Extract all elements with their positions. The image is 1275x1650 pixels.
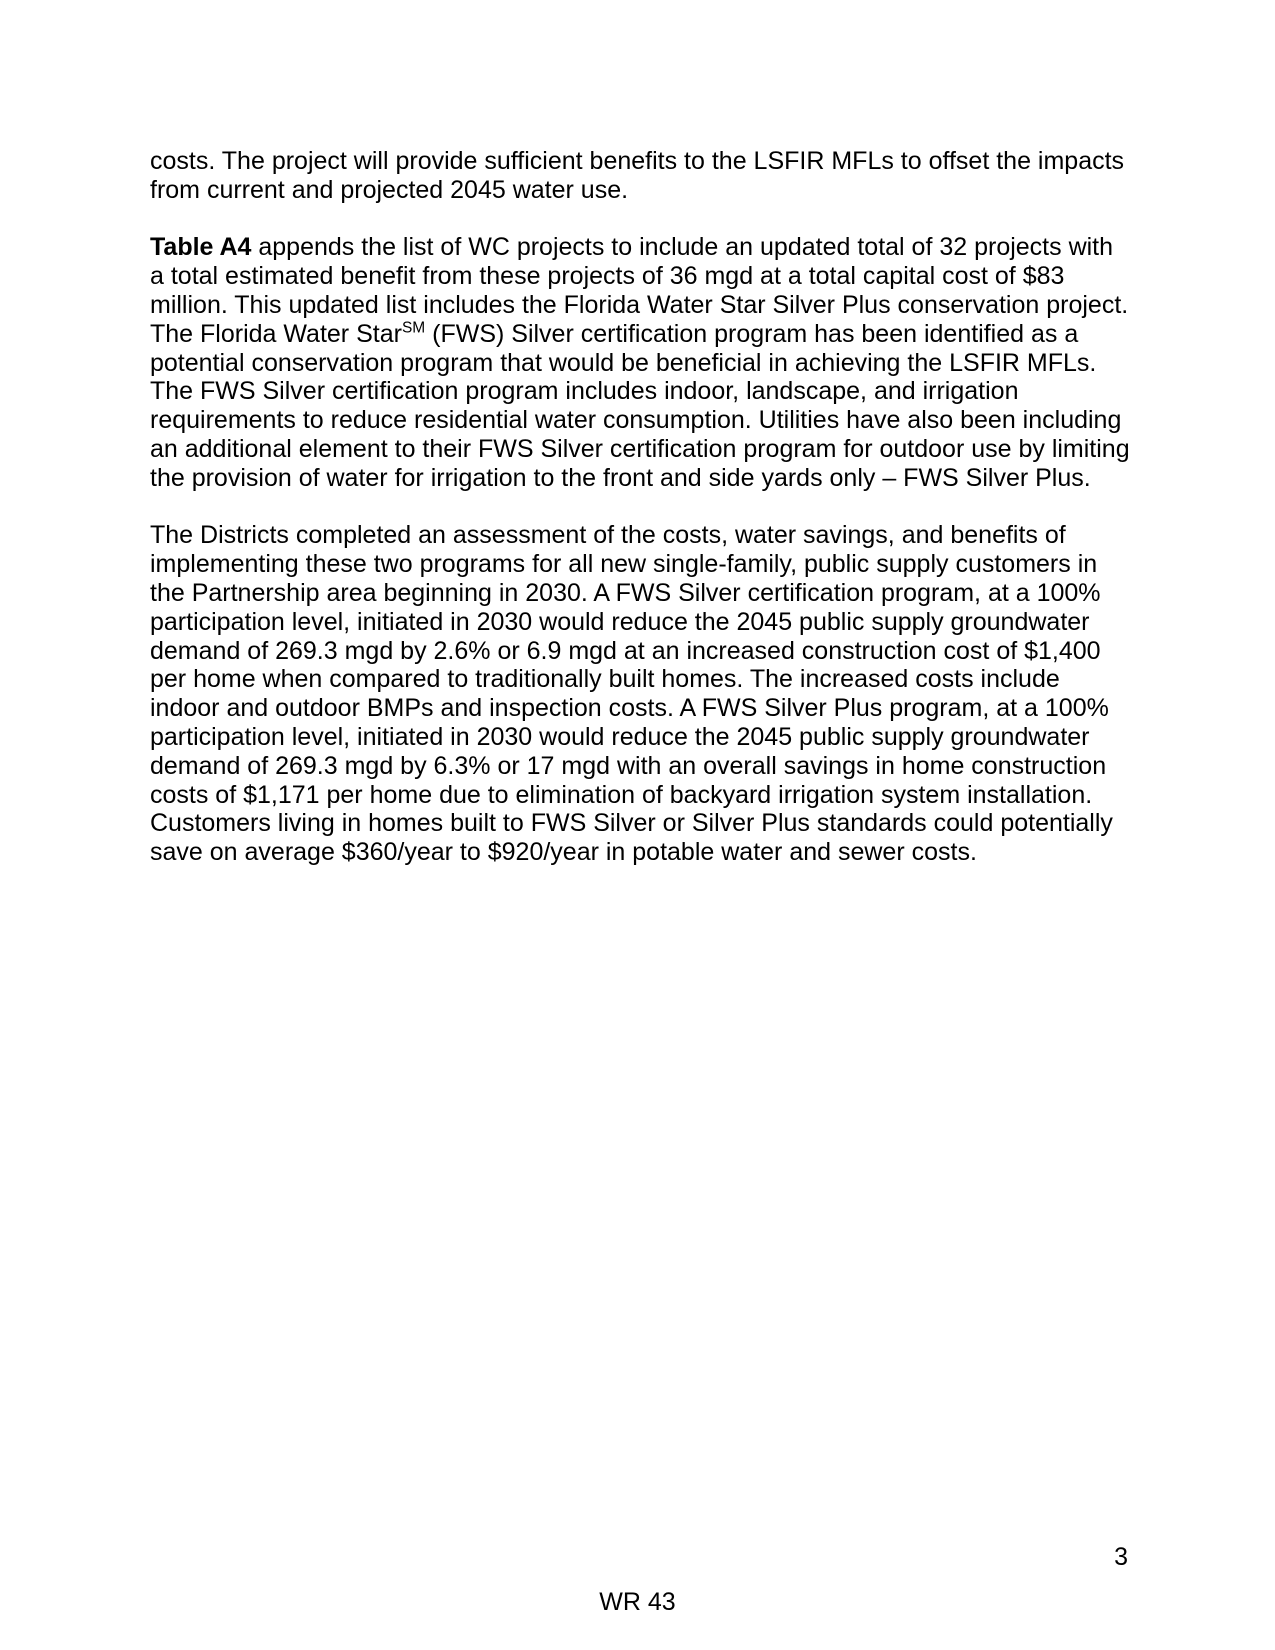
paragraph [150, 147, 1130, 205]
page-number: 3 [1114, 1543, 1128, 1571]
text-run-bold: Table A4 [150, 233, 252, 262]
paragraph [150, 521, 1130, 867]
text-run: The Districts completed an assessment of the costs, water savings, and benefits of implementing these two programs for all new single-family, public supply customers in the Partnership area beginning in 2030. A FWS Silver certification program, at a 100% participation level, initiated in 2030 would reduce the 2045 public supply groundwater demand of 269.3 mgd by 2.6% or 6.9 mgd at an increased construction cost of $1,400 per home when compared to traditionally built homes. The increased costs include indoor and outdoor BMPs and inspection costs. A FWS Silver Plus program, at a 100% participation level, initiated in 2030 would reduce the 2045 public supply groundwater demand of 269.3 mgd by 6.3% or 17 mgd with an overall savings in home construction costs of $1,171 per home due to elimination of backyard irrigation system installation. Customers living in homes built to FWS Silver or Silver Plus standards could potentially save on average $360/year to $920/year in potable water and sewer costs. [150, 521, 1113, 867]
page-footer [0, 1588, 1275, 1617]
text-run-superscript: SM [401, 319, 426, 337]
text-run: costs. The project will provide sufficient benefits to the LSFIR MFLs to offset the impacts from current and projected 2045 water use. [150, 147, 1125, 204]
document-body [150, 147, 1130, 896]
text-run: (FWS) Silver certification program has been identified as a potential conservation program that would be beneficial in achieving the LSFIR MFLs. The FWS Silver certification program includes indoor, landscape, and irrigation requirements to reduce residential water consumption. Utilities have also been including an additional element to their FWS Silver certification program for outdoor use by limiting the provision of water for irrigation to the front and side yards only – FWS Silver Plus. [150, 319, 1130, 492]
text-run: appends the list of WC projects to include an updated total of 32 projects with a total estimated benefit from these projects of 36 mgd at a total capital cost of $83 million. This updated list includes the Florida Water Star Silver Plus conservation project. The Florida Water Star [150, 233, 1129, 348]
paragraph [150, 233, 1130, 492]
footer-text: WR 43 [599, 1588, 676, 1616]
